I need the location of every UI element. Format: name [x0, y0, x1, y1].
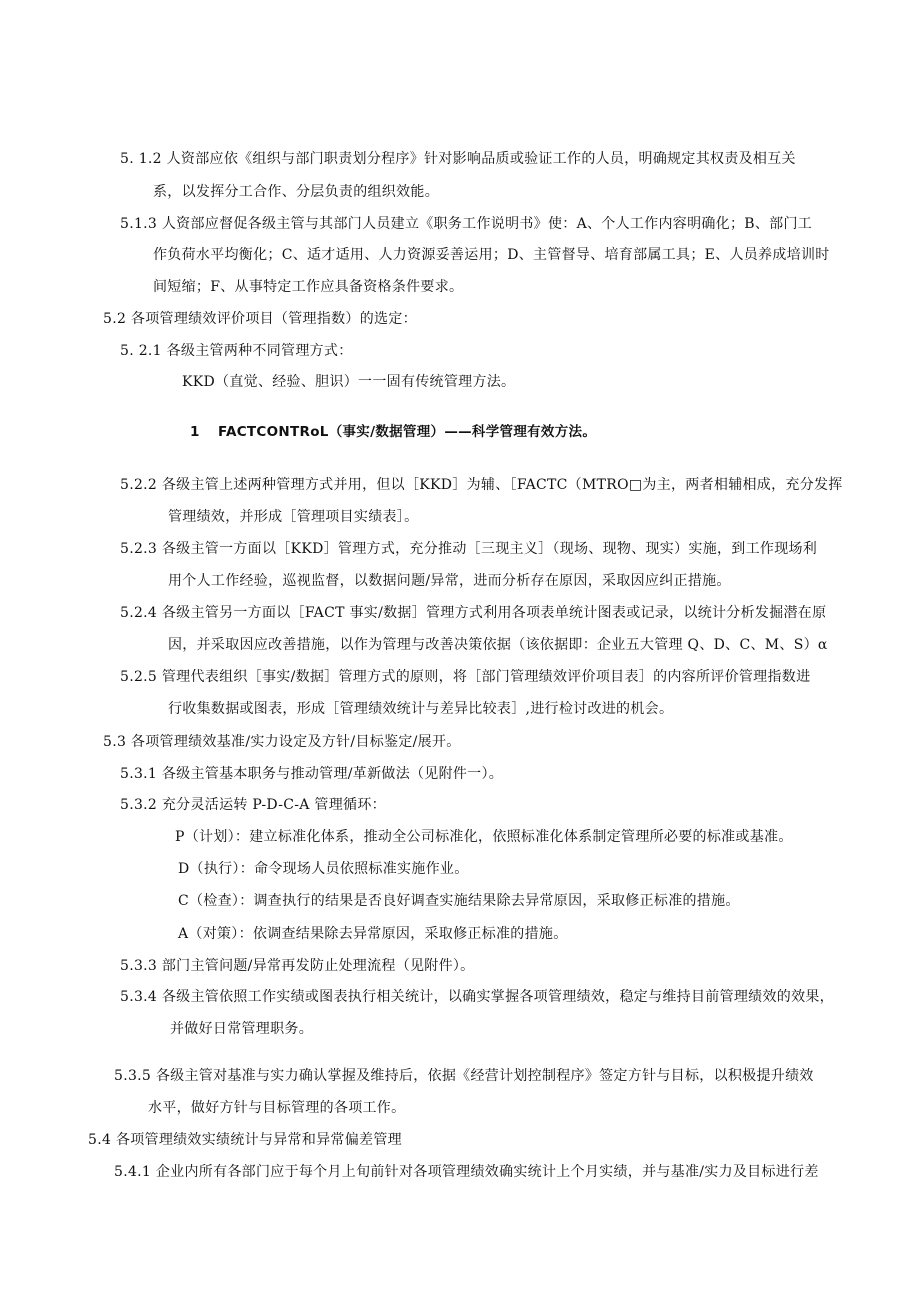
bold-statement-text: FACTCONTRoL（事实/数据管理）——科学管理有效方法。	[218, 424, 597, 440]
text-line: 5.3.1 各级主管基本职务与推动管理/革新做法（见附件一）。	[120, 766, 504, 782]
bold-statement	[190, 423, 596, 441]
text-line: 因，并采取因应改善措施，以作为管理与改善决策依据（该依据即：企业五大管理 Q、D、C、M、S）α	[168, 637, 828, 653]
text-line: 作负荷水平均衡化；C、适才适用、人力资源妥善运用；D、主管督导、培育部属工具；E、人员养成培训时	[153, 247, 830, 263]
text-line: P（计划）：建立标准化体系，推动全公司标准化，依照标准化体系制定管理所必要的标准或基准。	[175, 829, 793, 845]
text-line: 5. 1.2 人资部应依《组织与部门职责划分程序》针对影响品质或验证工作的人员，明确规定其权责及相互关	[120, 151, 796, 167]
text-line: A（对策）：依调查结果除去异常原因，采取修正标准的措施。	[178, 926, 568, 942]
text-line: 5.3.2 充分灵活运转 P-D-C-A 管理循环：	[120, 797, 386, 813]
text-line: 5.3.3 部门主管问题/异常再发防止处理流程（见附件）。	[120, 958, 475, 974]
text-line: 5.2.4 各级主管另一方面以［FACT 事实/数据］管理方式利用各项表单统计图表或记录，以统计分析发掘潜在原	[120, 605, 827, 621]
text-line: 5. 2.1 各级主管两种不同管理方式：	[120, 343, 353, 359]
bold-statement-number: 1	[190, 424, 200, 440]
text-line: 5.1.3 人资部应督促各级主管与其部门人员建立《职务工作说明书》使：A、个人工作内容明确化；B、部门工	[120, 216, 813, 232]
text-line: C（检查）：调查执行的结果是否良好调查实施结果除去异常原因，采取修正标准的措施。	[178, 893, 740, 909]
text-line: D（执行）：命令现场人员依照标准实施作业。	[178, 861, 469, 877]
text-line: 系，以发挥分工合作、分层负责的组织效能。	[153, 184, 439, 200]
text-line: 5.3.5 各级主管对基准与实力确认掌握及维持后，依据《经营计划控制程序》签定方针与目标，以积极提升绩效	[114, 1068, 814, 1084]
text-line: 水平，做好方针与目标管理的各项工作。	[148, 1100, 406, 1116]
section-heading: 5.3 各项管理绩效基准/实力设定及方针/目标鉴定/展开。	[103, 734, 461, 750]
text-line: 管理绩效，并形成［管理项目实绩表］。	[168, 509, 419, 525]
text-line: 5.2.3 各级主管一方面以［KKD］管理方式，充分推动［三现主义］（现场、现物、现实）实施，到工作现场利	[120, 541, 818, 557]
text-line: 5.3.4 各级主管依照工作实绩或图表执行相关统计，以确实掌握各项管理绩效，稳定与维持目前管理绩效的效果，	[120, 989, 834, 1005]
text-line: 5.4.1 企业内所有各部门应于每个月上旬前针对各项管理绩效确实统计上个月实绩，并与基准/实力及目标进行差	[114, 1164, 819, 1180]
section-heading: 5.2 各项管理绩效评价项目（管理指数）的选定：	[103, 311, 417, 327]
text-line: 行收集数据或图表，形成［管理绩效统计与差异比较表］,进行检讨改进的机会。	[168, 701, 674, 717]
text-line: 间短缩；F、从事特定工作应具备资格条件要求。	[153, 279, 464, 295]
text-line: KKD（直觉、经验、胆识）一一固有传统管理方法。	[182, 374, 516, 390]
text-line: 5.2.5 管理代表组织［事实/数据］管理方式的原则，将［部门管理绩效评价项目表］的内容所评价管理指数进	[120, 669, 811, 685]
text-line: 用个人工作经验，巡视监督，以数据问题/异常，进而分析存在原因，采取因应纠正措施。	[168, 573, 731, 589]
text-line: 5.2.2 各级主管上述两种管理方式并用，但以［KKD］为辅、［FACTC（MTRO□为主，两者相辅相成，充分发挥	[120, 477, 843, 493]
text-line: 并做好日常管理职务。	[170, 1021, 313, 1037]
section-heading: 5.4 各项管理绩效实绩统计与异常和异常偏差管理	[88, 1132, 402, 1148]
